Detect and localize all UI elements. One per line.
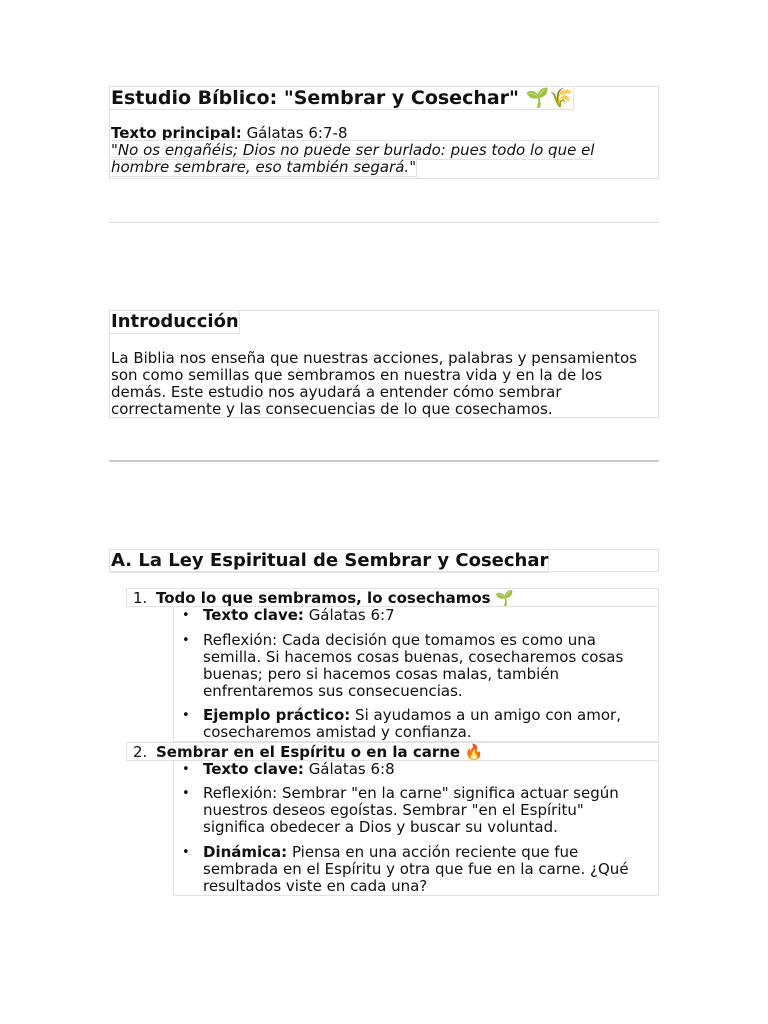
list-item-number: 2. <box>133 743 148 761</box>
main-text-reference: Gálatas 6:7-8 <box>246 124 348 142</box>
main-text-label: Texto principal: <box>111 124 242 142</box>
bullet-icon: • <box>182 708 190 723</box>
list-item-title: Sembrar en el Espíritu o en la carne <box>156 743 461 761</box>
bullet-item <box>174 607 644 624</box>
list-item-title: Todo lo que sembramos, lo cosechamos <box>156 589 491 607</box>
bullet-item <box>174 844 644 895</box>
bullet-icon: • <box>182 762 190 777</box>
bullet-item <box>174 707 644 741</box>
page-title: Estudio Bíblico: "Sembrar y Cosechar" 🌱🌾 <box>111 87 573 109</box>
section-a-title: A. La Ley Espiritual de Sembrar y Cosechar <box>111 550 549 571</box>
bullet-text: Piensa en una acción reciente que fue sembrada en el Espíritu y otra que fue en la carne. ¿Qué resultados viste en cada una? <box>203 843 629 895</box>
bullet-text: Gálatas 6:8 <box>308 760 395 778</box>
intro-block <box>109 310 659 418</box>
bullet-text: Gálatas 6:7 <box>308 606 395 624</box>
divider <box>109 222 659 223</box>
bullet-item <box>174 785 644 836</box>
list-item-heading <box>127 743 658 761</box>
bullet-icon: • <box>182 786 190 801</box>
main-text-block <box>111 125 641 176</box>
bullet-text: Reflexión: Cada decisión que tomamos es como una semilla. Si hacemos cosas buenas, cosecharemos cosas buenas; pero si hacemos cosas malas, también enfrentaremos sus consecuencias. <box>203 631 624 700</box>
bullet-text: Reflexión: Sembrar "en la carne" significa actuar según nuestros deseos egoístas. Sembrar "en el Espíritu" significa obedecer a Dios y buscar su voluntad. <box>203 784 619 836</box>
intro-text: La Biblia nos enseña que nuestras acciones, palabras y pensamientos son como semillas que sembramos en nuestra vida y en la de los demás. Este estudio nos ayudará a entender cómo sembrar correctamente y las consecuencias de lo que cosechamos. <box>111 349 637 418</box>
list-item <box>126 742 659 761</box>
bullet-key: Texto clave: <box>203 760 304 778</box>
bullet-text: Si ayudamos a un amigo con amor, cosecharemos amistad y confianza. <box>203 706 621 741</box>
main-text-quote: "No os engañéis; Dios no puede ser burlado: pues todo lo que el hombre sembrare, eso también segará." <box>111 141 595 176</box>
bullet-key: Dinámica: <box>203 843 288 861</box>
bullet-item <box>174 632 644 700</box>
bullet-key: Texto clave: <box>203 606 304 624</box>
bullet-item <box>174 761 644 778</box>
sub-list <box>173 761 659 896</box>
list-item <box>126 588 659 607</box>
sub-list <box>173 606 659 742</box>
list-item-number: 1. <box>133 589 148 607</box>
seedling-icon: 🌱 <box>495 589 515 607</box>
bullet-icon: • <box>182 608 190 623</box>
bullet-key: Ejemplo práctico: <box>203 706 351 724</box>
intro-title: Introducción <box>111 311 239 332</box>
section-a-block <box>109 549 659 572</box>
divider <box>109 460 659 462</box>
bullet-icon: • <box>182 633 190 648</box>
bullet-icon: • <box>182 845 190 860</box>
list-item-heading <box>127 589 658 607</box>
fire-icon: 🔥 <box>464 743 484 761</box>
title-block <box>109 86 659 179</box>
